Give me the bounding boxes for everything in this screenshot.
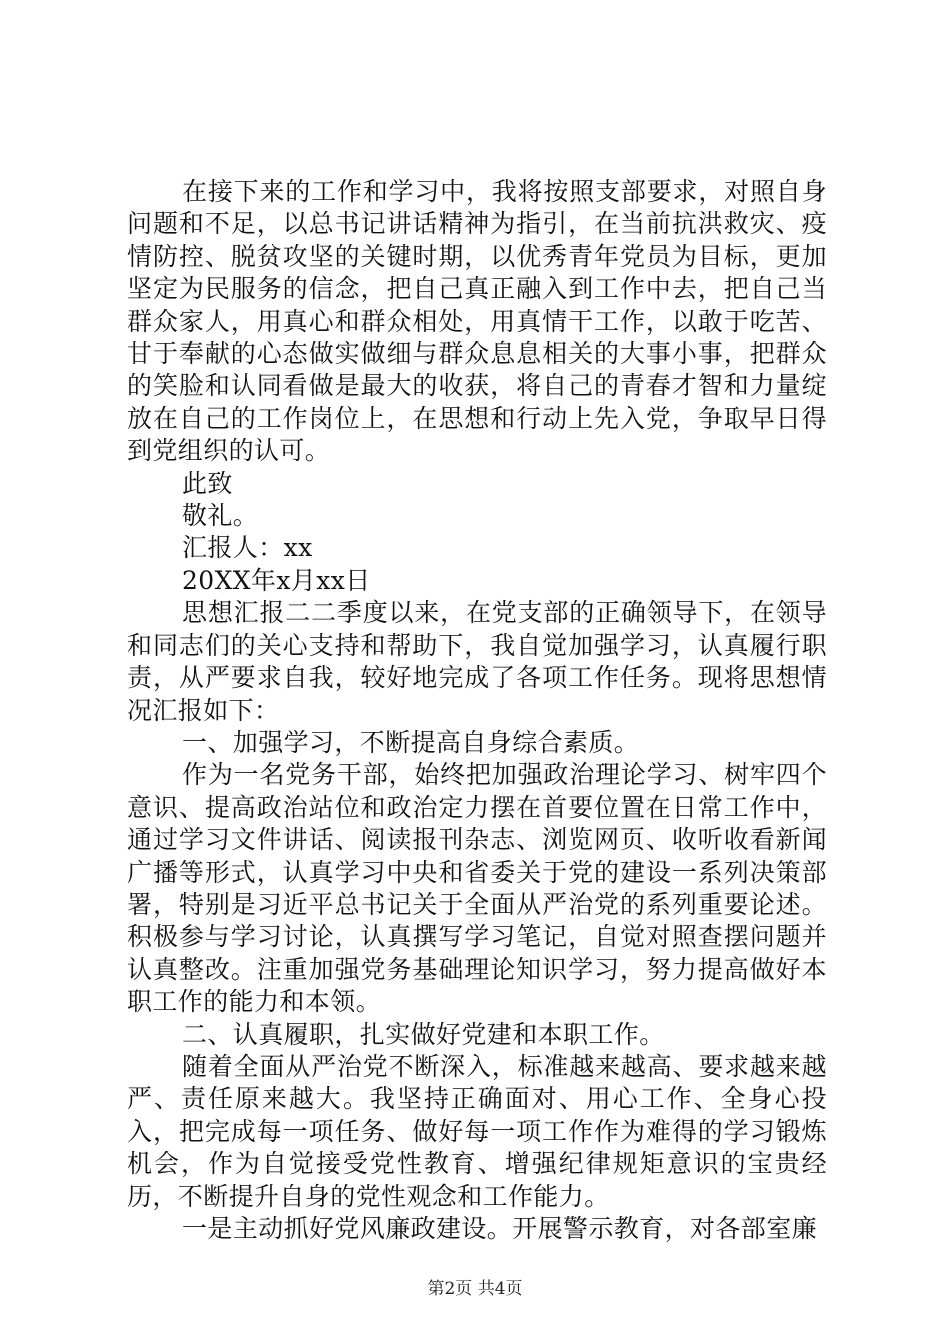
section-heading-2: 二、认真履职，扎实做好党建和本职工作。 xyxy=(182,1019,665,1049)
document-body xyxy=(127,176,827,1245)
paragraph-intro: 思想汇报二二季度以来，在党支部的正确领导下，在领导和同志们的关心支持和帮助下，我自觉加强学习，认真履行职责，从严要求自我，较好地完成了各项工作任务。现将思想情况汇报如下： xyxy=(127,598,827,725)
date-line: 20XX年x月xx日 xyxy=(182,565,371,595)
paragraph-resolution: 在接下来的工作和学习中，我将按照支部要求，对照自身问题和不足，以总书记讲话精神为指引，在当前抗洪救灾、疫情防控、脱贫攻坚的关键时期，以优秀青年党员为目标，更加坚定为民服务的信念，把自己真正融入到工作中去，把自己当群众家人，用真心和群众相处，用真情干工作，以敢于吃苦、甘于奉献的心态做实做细与群众息息相关的大事小事，把群众的笑脸和认同看做是最大的收获，将自己的青春才智和力量绽放在自己的工作岗位上，在思想和行动上先入党，争取早日得到党组织的认可。 xyxy=(127,177,827,466)
paragraph-study: 作为一名党务干部，始终把加强政治理论学习、树牢四个意识、提高政治站位和政治定力摆在首要位置在日常工作中，通过学习文件讲话、阅读报刊杂志、浏览网页、收听收看新闻广播等形式，认真学习中央和省委关于党的建设一系列决策部署，特别是习近平总书记关于全面从严治党的系列重要论述。积极参与学习讨论，认真撰写学习笔记，自觉对照查摆问题并认真整改。注重加强党务基础理论知识学习，努力提高做好本职工作的能力和本领。 xyxy=(127,760,827,1017)
paragraph-duty: 随着全面从严治党不断深入，标准越来越高、要求越来越严、责任原来越大。我坚持正确面对、用心工作、全身心投入，把完成每一项任务、做好每一项工作作为难得的学习锻炼机会，作为自觉接受党性教育、增强纪律规矩意识的宝贵经历，不断提升自身的党性观念和工作能力。 xyxy=(127,1051,827,1211)
paragraph-integrity: 一是主动抓好党风廉政建设。开展警示教育，对各部室廉 xyxy=(182,1214,818,1243)
closing-salutation: 此致 xyxy=(182,468,233,498)
section-heading-1: 一、加强学习，不断提高自身综合素质。 xyxy=(182,727,640,757)
reporter-line: 汇报人：xx xyxy=(182,533,313,563)
page-footer: 第2页 共4页 xyxy=(427,1279,523,1299)
closing-regards: 敬礼。 xyxy=(182,501,259,531)
